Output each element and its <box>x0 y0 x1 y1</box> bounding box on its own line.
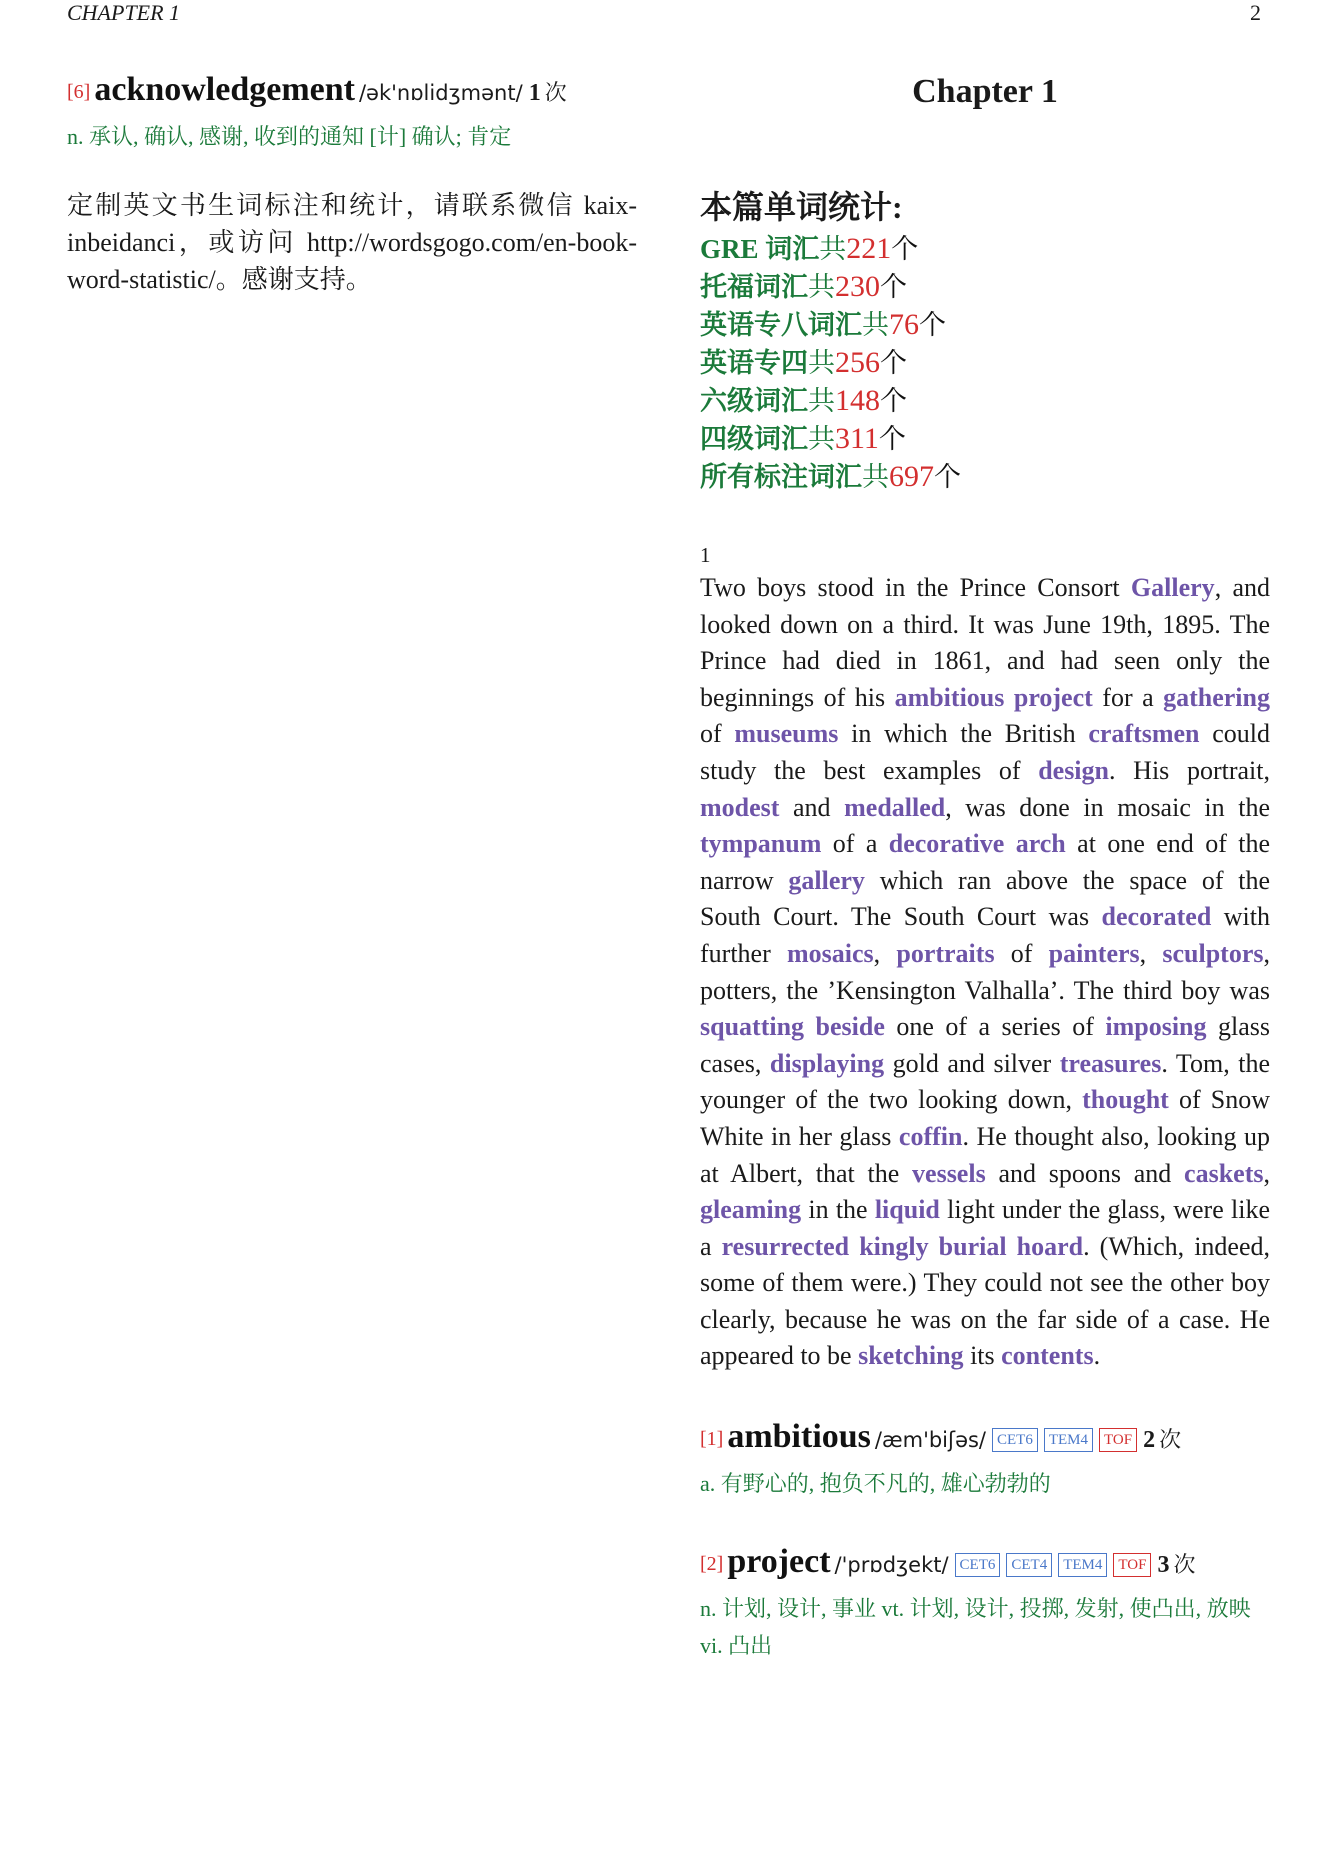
entry-count: 2 <box>1143 1427 1156 1454</box>
stat-gong: 共 <box>862 310 889 340</box>
highlighted-word: liquid <box>874 1195 940 1225</box>
passage-text <box>700 570 1270 1375</box>
highlighted-word: sketching <box>858 1341 964 1371</box>
highlighted-word: treasures <box>1059 1048 1162 1078</box>
highlighted-word: contents <box>1001 1341 1094 1371</box>
highlighted-word: mosaics <box>786 938 874 968</box>
stat-line <box>700 382 1270 420</box>
stat-unit: 个 <box>878 424 906 454</box>
word-stats <box>700 184 1270 496</box>
entry-definition: a. 有野心的, 抱负不凡的, 雄心勃勃的 <box>700 1471 1051 1497</box>
entry-unit: 次 <box>1159 1427 1182 1453</box>
passage-run: , <box>1263 1158 1270 1188</box>
passage-run <box>1004 829 1015 858</box>
passage-run: its <box>963 1341 1002 1371</box>
stat-count: 697 <box>889 460 934 493</box>
passage-run: in which the British <box>838 719 1089 749</box>
highlighted-word: coffin <box>898 1121 963 1151</box>
passage-run: for a <box>1092 682 1164 712</box>
passage-run: of a <box>821 829 889 859</box>
stat-label: 所有标注词汇 <box>700 462 862 492</box>
highlighted-word: decorative <box>888 829 1005 859</box>
highlighted-word: design <box>1038 755 1109 785</box>
stats-title: 本篇单词统计: <box>700 189 903 225</box>
stats-list <box>700 230 1270 496</box>
passage-run: , was done in mosaic in the <box>945 792 1270 822</box>
passage-run: light under the glass, were like a <box>700 1195 1270 1261</box>
entry-ipa: /æm'biʃəs/ <box>874 1428 987 1453</box>
stat-gong: 共 <box>808 386 835 416</box>
left-column <box>67 70 637 298</box>
exam-tag: TOF <box>1099 1428 1137 1452</box>
highlighted-word: painters <box>1048 938 1140 968</box>
highlighted-word: medalled <box>844 792 946 822</box>
passage-run: . (Which, indeed, some of them were.) They could not see the other boy clearly, because he was on the far side of a case. He appeared to be <box>700 1231 1270 1371</box>
stat-gong: 共 <box>862 462 889 492</box>
highlighted-word: sculptors <box>1162 938 1264 968</box>
stat-count: 148 <box>835 384 880 417</box>
highlighted-word: Gallery <box>1130 573 1215 602</box>
passage-run: and <box>779 792 845 822</box>
entry-index: [1] <box>700 1428 724 1451</box>
passage-run <box>1004 683 1013 712</box>
vocab-entry-ambitious <box>700 1417 1270 1502</box>
highlighted-word: arch <box>1015 829 1066 859</box>
stat-line <box>700 230 1270 268</box>
stat-label: 英语专八词汇 <box>700 310 862 340</box>
highlighted-word: caskets <box>1184 1158 1264 1188</box>
stat-unit: 个 <box>880 272 907 302</box>
stat-unit: 个 <box>880 386 907 416</box>
stat-unit: 个 <box>934 462 961 492</box>
entry-ipa: /'prɒdʒekt/ <box>834 1553 949 1578</box>
highlighted-word: tympanum <box>700 829 822 859</box>
stat-unit: 个 <box>880 348 907 378</box>
passage-run: in the <box>801 1195 875 1225</box>
highlighted-word: thought <box>1082 1085 1169 1115</box>
highlighted-word: portraits <box>896 938 995 968</box>
stat-line <box>700 268 1270 306</box>
entry-word: ambitious <box>727 1418 871 1456</box>
passage-run <box>849 1232 859 1261</box>
stat-label: 六级词汇 <box>700 386 808 416</box>
stat-label: 英语专四 <box>700 348 808 378</box>
highlighted-word: gallery <box>788 865 865 895</box>
promo-text: 定制英文书生词标注和统计，请联系微信 kaix-inbeidanci，或访问 http://wordsgogo.com/en-book-word-statistic/。感谢支持。 <box>67 191 637 294</box>
stat-line <box>700 344 1270 382</box>
highlighted-word: gleaming <box>700 1195 802 1225</box>
highlighted-word: resurrected <box>721 1231 850 1261</box>
passage-run: . <box>1093 1341 1101 1371</box>
passage-run: which ran above the space of the South Court. The South Court was <box>700 865 1270 932</box>
passage-run: one of a series of <box>884 1012 1106 1042</box>
entry-index: [2] <box>700 1553 724 1576</box>
highlighted-word: imposing <box>1105 1012 1207 1042</box>
chapter-title: Chapter 1 <box>912 73 1058 110</box>
stat-gong: 共 <box>819 234 847 264</box>
stat-count: 76 <box>889 308 919 341</box>
stat-label: GRE 词汇 <box>700 234 820 264</box>
passage-run: with further <box>700 902 1270 968</box>
vocab-entry-project <box>700 1542 1270 1664</box>
entry-head <box>700 1542 1270 1588</box>
highlighted-word: gathering <box>1163 682 1270 712</box>
entry-word: project <box>727 1543 831 1581</box>
stat-count: 311 <box>835 422 879 455</box>
right-column <box>700 70 1270 1664</box>
running-head: CHAPTER 1 <box>67 0 181 25</box>
entry-count: 3 <box>1157 1552 1170 1579</box>
highlighted-word: vessels <box>912 1158 986 1188</box>
vocab-entry-acknowledgement <box>67 70 637 155</box>
passage-run: , <box>873 938 897 968</box>
highlighted-word: kingly <box>859 1231 929 1261</box>
passage-run: and spoons and <box>985 1158 1185 1188</box>
stat-count: 256 <box>835 346 880 379</box>
stat-unit: 个 <box>919 310 946 340</box>
stat-unit: 个 <box>891 234 919 264</box>
passage-run: Two boys stood in the Prince Consort <box>700 573 1131 602</box>
passage-run: , <box>1139 938 1163 968</box>
entry-definition: n. 承认, 确认, 感谢, 收到的通知 [计] 确认; 肯定 <box>67 124 512 149</box>
passage-run <box>929 1232 939 1261</box>
highlighted-word: displaying <box>769 1048 885 1078</box>
exam-tag: TEM4 <box>1058 1553 1107 1577</box>
passage-run: of Snow White in her glass <box>700 1085 1270 1151</box>
passage-run: . He thought also, looking up at Albert, that the <box>700 1121 1271 1188</box>
highlighted-word: modest <box>700 792 780 822</box>
highlighted-word: decorated <box>1101 902 1212 932</box>
stat-count: 230 <box>835 270 880 303</box>
passage-run: of <box>700 719 735 749</box>
passage-run: gold and silver <box>884 1048 1060 1078</box>
highlighted-word: project <box>1013 682 1093 712</box>
stat-label: 托福词汇 <box>700 272 808 302</box>
passage-run: at one end of the narrow <box>700 829 1271 895</box>
entry-unit: 次 <box>544 80 567 105</box>
highlighted-word: hoard <box>1016 1231 1084 1261</box>
passage-run <box>804 1012 815 1041</box>
stat-count: 221 <box>846 232 892 265</box>
exam-tag: TOF <box>1113 1553 1151 1577</box>
stat-label: 四级词汇 <box>700 424 808 454</box>
highlighted-word: burial <box>938 1231 1007 1261</box>
passage-run: glass cases, <box>700 1012 1270 1078</box>
passage-run <box>1007 1232 1017 1261</box>
entry-unit: 次 <box>1173 1552 1196 1578</box>
entry-head <box>700 1417 1270 1463</box>
page-number: 2 <box>1250 0 1261 25</box>
entry-head <box>67 70 637 116</box>
paragraph-number: 1 <box>700 543 711 567</box>
highlighted-word: museums <box>734 719 839 749</box>
entry-index: [6] <box>67 81 91 103</box>
passage-run: . His portrait, <box>1109 755 1270 785</box>
stat-line <box>700 458 1270 496</box>
passage-run: could study the best examples of <box>700 719 1270 785</box>
vocab-entries <box>700 1417 1270 1664</box>
passage-run: . Tom, the younger of the two looking down, <box>700 1048 1271 1115</box>
stat-gong: 共 <box>808 424 835 454</box>
entry-count: 1 <box>528 80 541 106</box>
passage-run: of <box>994 938 1049 968</box>
passage-run: , potters, the ’Kensington Valhalla’. The third boy was <box>700 938 1270 1005</box>
exam-tag: CET4 <box>1006 1553 1052 1577</box>
exam-tag: CET6 <box>992 1428 1038 1452</box>
entry-ipa: /ək'nɒlidʒmənt/ <box>358 81 523 105</box>
stat-line <box>700 306 1270 344</box>
entry-definition: n. 计划, 设计, 事业 vt. 计划, 设计, 投掷, 发射, 使凸出, 放映 vi. 凸出 <box>700 1596 1251 1659</box>
entry-word: acknowledgement <box>94 71 355 108</box>
highlighted-word: ambitious <box>894 682 1005 712</box>
stat-line <box>700 420 1270 458</box>
highlighted-word: craftsmen <box>1088 719 1200 749</box>
exam-tag: CET6 <box>955 1553 1001 1577</box>
stat-gong: 共 <box>808 272 835 302</box>
highlighted-word: squatting <box>700 1012 805 1042</box>
stat-gong: 共 <box>808 348 835 378</box>
highlighted-word: beside <box>815 1012 885 1042</box>
exam-tag: TEM4 <box>1044 1428 1093 1452</box>
passage-run: , and looked down on a third. It was June 19th, 1895. The Prince had died in 1861, and had seen only the beginnings of his <box>700 573 1270 712</box>
